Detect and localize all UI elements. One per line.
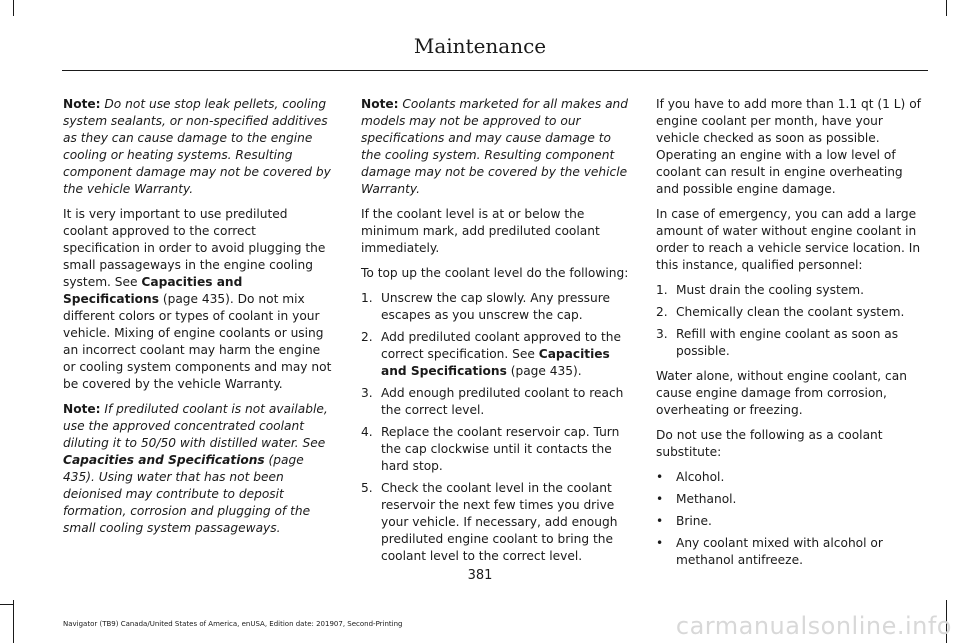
column-middle [361, 96, 634, 573]
crop-mark-bottom-left [13, 600, 14, 643]
substitute-intro: Do not use the following as a coolant substitute: [656, 428, 883, 459]
bullet-icon: • [656, 470, 664, 484]
list-item: • Methanol. [656, 492, 737, 506]
note-prediluted: Note: If prediluted coolant is not available, use the approved concentrated coolant diluting it to 50/50 with distilled water. See Capacities and Specifications (page 435). Using water that has not been deionised may contribute to deposit formation, corrosion and plugging of the small cooling system passageways. [63, 402, 328, 535]
edition-footer: Navigator (TB9) Canada/United States of America, enUSA, Edition date: 201907, Second-Printing [63, 620, 403, 628]
header-divider [62, 70, 928, 71]
top-up-intro: To top up the coolant level do the following: [361, 266, 629, 280]
column-right [656, 96, 929, 577]
page-title: Maintenance [413, 34, 547, 58]
list-item: 3. Refill with engine coolant as soon as possible. [656, 327, 899, 358]
list-item: 1. Must drain the cooling system. [656, 283, 864, 297]
page-number: 381 [467, 568, 493, 583]
column-left [63, 96, 336, 545]
note-coolants-marketed: Note: Coolants marketed for all makes and models may not be approved to our specifications and may cause damage to the cooling system. Resulting component damage may not be covered by the vehicle Warranty. [361, 97, 629, 196]
capacities-link[interactable]: Capacities and Specifications [63, 275, 243, 306]
emergency-paragraph: In case of emergency, you can add a large amount of water without engine coolant in order to reach a vehicle service location. In this instance, qualified personnel: [656, 207, 921, 272]
list-item: 4. Replace the coolant reservoir cap. Turn the cap clockwise until it contacts the hard stop. [361, 425, 620, 473]
bullet-icon: • [656, 514, 664, 528]
capacities-link[interactable]: Capacities and Specifications [381, 347, 610, 378]
list-item: 1. Unscrew the cap slowly. Any pressure escapes as you unscrew the cap. [361, 291, 610, 322]
capacities-link[interactable]: Capacities and Specifications [63, 453, 265, 467]
list-item: • Brine. [656, 514, 712, 528]
coolant-level-paragraph: If the coolant level is at or below the minimum mark, add prediluted coolant immediately. [361, 207, 600, 255]
coolant-importance-paragraph: It is very important to use prediluted coolant approved to the correct specification in order to avoid plugging the small passageways in the engine cooling system. See Capacities and Specifications (page 435). Do not mix different colors or types of coolant in your vehicle. Mixing of engine coolants or using an incorrect coolant may harm the engine or cooling system components and may not be covered by the vehicle Warranty. [63, 207, 332, 391]
list-item: • Any coolant mixed with alcohol or methanol antifreeze. [656, 536, 883, 567]
list-item: • Alcohol. [656, 470, 725, 484]
list-item: 2. Add prediluted coolant approved to the correct specification. See Capacities and Specifications (page 435). [361, 330, 621, 378]
crop-mark-top-right [946, 0, 947, 16]
list-item: 5. Check the coolant level in the coolant reservoir the next few times you drive your vehicle. If necessary, add enough prediluted engine coolant to bring the coolant level to the correct level. [361, 481, 618, 563]
coolant-consumption-paragraph: If you have to add more than 1.1 qt (1 L) of engine coolant per month, have your vehicle checked as soon as possible. Operating an engine with a low level of coolant can result in engine overheating and possible engine damage. [656, 97, 921, 196]
crop-mark-top-left [13, 0, 14, 16]
substitute-list [656, 469, 929, 569]
crop-mark-bottom-left-h [0, 604, 14, 605]
list-item: 3. Add enough prediluted coolant to reach the correct level. [361, 386, 624, 417]
watermark: carmanualsonline.info [675, 612, 952, 640]
bullet-icon: • [656, 492, 664, 506]
bullet-icon: • [656, 536, 664, 550]
note-stop-leak: Note: Do not use stop leak pellets, cooling system sealants, or non-specified additives as they can cause damage to the engine cooling or heating systems. Resulting component damage may not be covered by the vehicle Warranty. [63, 97, 331, 196]
personnel-steps [656, 282, 929, 360]
list-item: 2. Chemically clean the coolant system. [656, 305, 905, 319]
top-up-steps [361, 290, 634, 565]
water-alone-paragraph: Water alone, without engine coolant, can cause engine damage from corrosion, overheating or freezing. [656, 369, 907, 417]
